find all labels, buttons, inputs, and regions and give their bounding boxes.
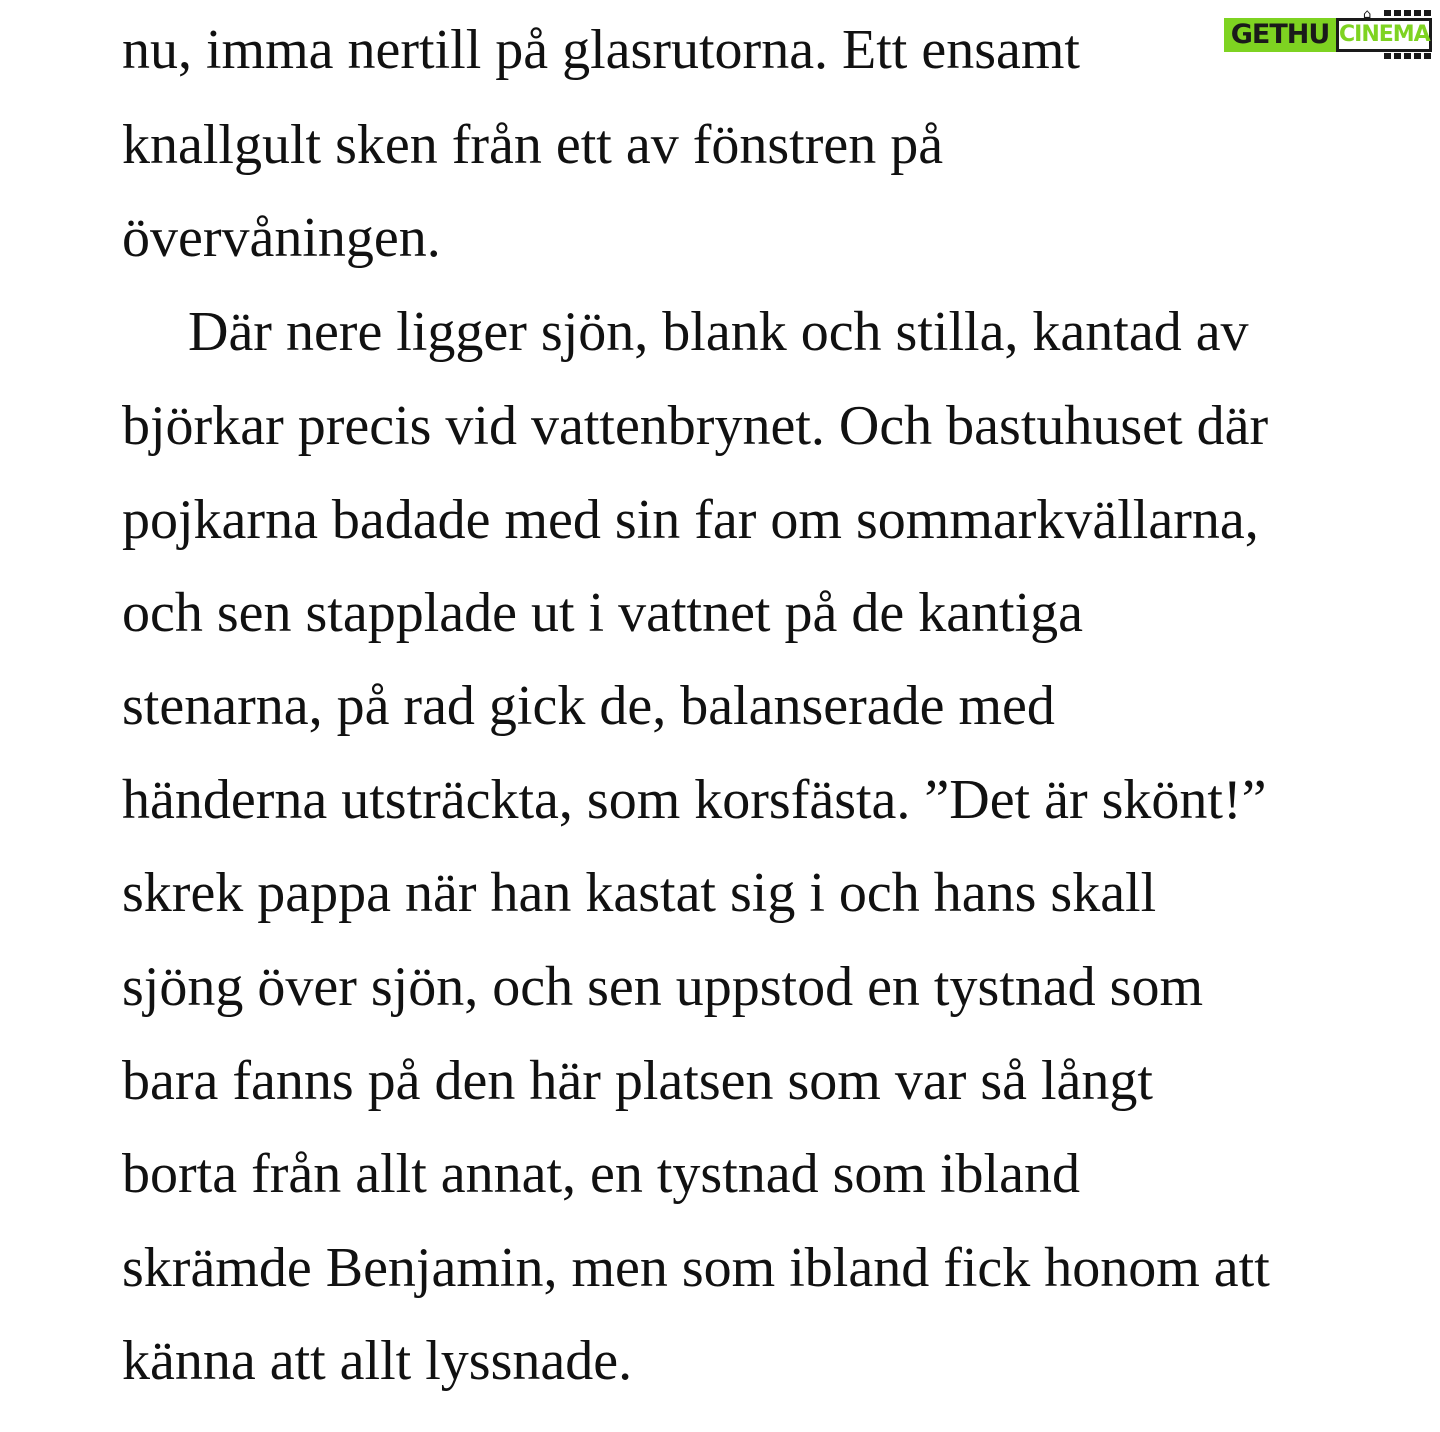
camera-icon: ⌂	[1363, 7, 1372, 22]
text-line: knallgult sken från ett av fönstren på	[122, 114, 944, 176]
text-line: pojkarna badade med sin far om sommarkvällarna,	[122, 489, 1259, 551]
text-line: och sen stapplade ut i vattnet på de kantiga	[122, 582, 1084, 644]
text-line: skrek pappa när han kastat sig i och hans skall	[122, 862, 1157, 924]
text-line: borta från allt annat, en tystnad som ibland	[122, 1143, 1080, 1205]
text-line: nu, imma nertill på glasrutorna. Ett ensamt	[122, 19, 1080, 81]
watermark-left-text: GETHU	[1224, 18, 1336, 52]
film-strip-icon	[1384, 10, 1434, 18]
paragraph-start-line: Där nere ligger sjön, blank och stilla, kantad av	[188, 301, 1249, 363]
text-line: övervåningen.	[122, 207, 441, 269]
text-line: skrämde Benjamin, men som ibland fick honom att	[122, 1237, 1270, 1299]
film-strip-bottom-icon	[1384, 53, 1434, 61]
text-line: sjöng över sjön, och sen uppstod en tystnad som	[122, 956, 1204, 1018]
text-line: känna att allt lyssnade.	[122, 1330, 633, 1392]
text-line: bara fanns på den här platsen som var så långt	[122, 1050, 1153, 1112]
text-line: björkar precis vid vattenbrynet. Och bastuhuset där	[122, 395, 1269, 457]
text-line: stenarna, på rad gick de, balanserade med	[122, 675, 1055, 737]
watermark-right-text: CINEMA	[1336, 18, 1432, 52]
watermark-logo	[1224, 7, 1436, 58]
text-line: händerna utsträckta, som korsfästa. ”Det är skönt!”	[122, 769, 1267, 831]
